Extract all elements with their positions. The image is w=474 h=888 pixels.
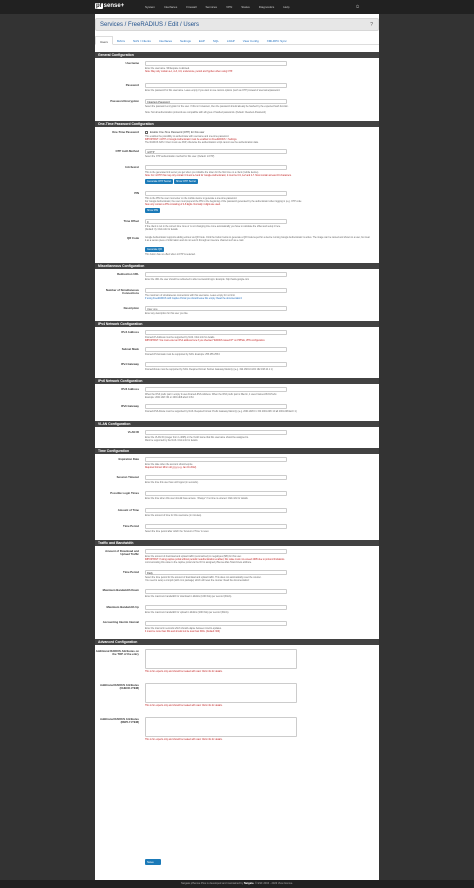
traffic-amount-note2: communicating this value to the captive portal via the ID for assigned pfSense-Max-Total-Octets attribute. [145,562,252,564]
ipv6-gateway-input[interactable] [145,404,287,409]
ipv6-gateway-hint: Framed-IPv6-Route must be supported by NAS. Required format: Prefix Gateway Metric(s) (e.g. 2001:db8:0:1::/64 2001:db8::10 all 2001:db8:lan0::1) [145,411,297,413]
ipv6-address-hint: When the IPv6 prefix part in empty it uses Framed-IPv6-Address. When the IPv6 prefix part is filled in, it uses Framed-IPv6-Prefix. [145,394,277,396]
traffic-amount-label: Amount of Download and Upload Traffic [105,549,139,557]
amount-time-label: Amount of Time [117,508,139,512]
pw-encryption-hint: Select the password encryption for the user. If this isn't cleartext, then the password should already be hashed by the expected hash function. [145,106,289,108]
sim-conn-note: If using FreeRADIUS with Captive Portal you should leave this empty. Read the documentation! [145,298,242,300]
amount-time-input[interactable] [145,508,287,513]
menu-system[interactable]: System [145,5,156,9]
tab-eap[interactable]: EAP [198,39,205,43]
ipv4-gateway-input[interactable] [145,362,287,367]
max-down-input[interactable] [145,589,287,594]
redirect-label: Redirection URL [117,272,139,276]
password-label: Password [125,83,139,87]
login-times-label: Possible Login Times [110,491,139,495]
redirect-hint: Enter the URL the user should be redirected to after successful login. Example: http://www.google.com [145,279,250,281]
section-otp-header: One-Time Password Configuration [95,121,379,127]
username-note: Note: May only contain a-z, A-Z, 0-9, underscore, period and hyphen when using OTP. [145,71,233,73]
expiration-note: Required format: Mmm dd yyyy (e.g. Jan 01 2012). [145,467,197,469]
logout-icon[interactable]: ⏻ [356,4,363,9]
init-secret-note: Note: For mOTP this may only contain 0-9 and a-f and for Google-Authenticator, it must be 0-9, A-Z and 2-7. Must contain at least 16 characters. [145,175,292,177]
ipv4-gateway-hint: Framed-Route must be supported by NAS. Required format: Subnet Gateway Metric(s) (e.g. 192.168.10.0/24 192.168.10.1 1) [145,369,273,371]
pfsense-logo[interactable]: pf sense+ [96,3,125,9]
tab-ldap[interactable]: LDAP [226,39,235,43]
traffic-period-hint: Select the time period for the amount of download and upload traffic. This does not automatically reset the counter. [145,577,262,579]
max-down-label: Maximum Bandwidth Down [102,588,139,592]
max-down-hint: Enter the maximum bandwidth for download in kilobits (1000 bits) per second (Kbit/s). [145,596,232,598]
sim-conn-input[interactable] [145,288,287,293]
traffic-amount-hint: Enter the amount of download and upload traffic (summarized) in megabytes (MB) for this user. [145,556,242,558]
section-vlan-header: VLAN Configuration [95,421,379,427]
acct-interval-label: Accounting Interim Interval [102,620,139,624]
tab-view-config[interactable]: View Config [242,39,259,43]
traffic-amount-input[interactable] [145,549,287,554]
tab-settings[interactable]: Settings [180,39,191,43]
section-misc-header: Miscellaneous Configuration [95,263,379,269]
netgate-link[interactable]: Netgate. [244,882,255,885]
otp-hint3: The RADIUS NAS / Client must use PAP, otherwise the authentication script cannot use the authentication data. [145,142,259,144]
menu-interfaces[interactable]: Interfaces [164,5,178,9]
description-label: Description [123,306,139,310]
qr-code-hint: Google Authenticator supports adding entries via QR Code. Click the button below to generate a QR Code keyed for a device running Google Authenticator is active. The image can be named and shown to a user, but treat it as a secure piece of information and do not send it through an insecure channel such as e-mail. [145,237,370,242]
traffic-period-select[interactable]: Daily [145,570,287,575]
time-offset-label: Time Offset [123,219,139,223]
username-input[interactable] [145,61,287,66]
generate-otp-secret-button[interactable]: Generate OTP Secret [147,180,172,183]
vlan-id-note: Must be supported by the NAS. Click info for details. [145,440,199,442]
tab-interfaces[interactable]: Interfaces [158,39,173,43]
pin-label: PIN [134,191,139,195]
time-offset-select[interactable]: 0 [145,219,287,224]
amount-time-hint: Enter the amount of time for this username (in minutes). [145,515,202,517]
acct-interval-hint: Enter the interval in seconds which should elapse between interim-updates. [145,628,222,630]
pw-encryption-note: Note: Not all authentication protocols are compatible with all types of hashed passwords. (Default: Cleartext-Password) [145,112,266,114]
section-ipv6-header: IPv6 Network Configuration [95,378,379,384]
max-up-label: Maximum Bandwidth Up [106,605,139,609]
otp-enable-checkbox[interactable] [145,131,148,134]
max-up-hint: Enter the maximum bandwidth for upload in kilobits (1000 bits) per second (Kbit/s). [145,612,230,614]
menu-services[interactable]: Services [205,5,218,9]
time-offset-hint: If the client is not in the correct time zone or is not changing time zone automatically you have to calculate the offset and setup it here. [145,226,281,228]
adv-top-hint: This is for experts only and should be treated with care! Click info for details. [145,671,223,673]
ipv4-address-label: IPv4 Address [121,330,139,334]
ipv6-address-label: IPv6 Address [121,387,139,391]
license-link[interactable]: © ESF 2004 - 2023 View license. [254,882,294,885]
acct-interval-input[interactable] [145,621,287,626]
tab-sql[interactable]: SQL [212,39,219,43]
password-input[interactable] [145,83,287,88]
ipv4-address-hint: Framed-IP-Address must be supported by NAS. Click info for details. [145,337,215,339]
adv-check-label: Additional RADIUS Attributes (CHECK-ITEM) [99,683,139,691]
otp-label: One-Time Password [112,130,139,134]
menu-vpn[interactable]: VPN [226,5,233,9]
generate-qr-button[interactable]: Generate QR [147,248,162,251]
ipv4-address-input[interactable] [145,330,287,335]
description-input[interactable]: User one [145,306,287,311]
traffic-amount-note: IMPORTANT: If using captive portal without periodic reauthentication enabled, this value must not exceed 4095 due to protocol limitations. [145,559,285,561]
ipv4-gateway-label: IPv4 Gateway [120,362,139,366]
tab-macs[interactable]: MACs [116,39,126,43]
main-menu [145,5,289,9]
qr-code-label: QR Code [127,236,139,240]
otp-hint: This enables the possibility to authenticate with username and one-time-password. [145,136,230,138]
vlan-id-label: VLAN ID [127,430,139,434]
password-hint: Enter the password for this username. Leave empty if you want to use custom options (such as OTP) instead of username/password. [145,90,281,92]
section-traffic-header: Traffic and Bandwidth [95,540,379,546]
username-hint: Enter the username. Whitespace is allowed. [145,68,190,70]
top-navbar [0,0,474,14]
pw-encryption-select[interactable]: Cleartext-Password [145,99,287,104]
help-icon[interactable]: ? [370,22,373,28]
menu-firewall[interactable]: Firewall [186,5,197,9]
username-label: Username [125,61,139,65]
otp-method-select[interactable]: mOTP [145,149,287,154]
expiration-input[interactable] [145,457,287,462]
pin-input[interactable] [145,191,287,196]
vlan-id-input[interactable] [145,430,287,435]
adv-reply-hint: This is for experts only and should be treated with care! Click info for details. [145,739,223,741]
page-content [95,14,379,880]
otp-enable-text: Enable One-Time Password (OTP) for this user [150,131,205,134]
time-offset-note: (Default: 0). Click info for details. [145,229,179,231]
session-timeout-hint: Enter the time this user has until logout (in seconds). [145,482,199,484]
adv-check-hint: This is for experts only and should be treated with care! Click info for details. [145,705,223,707]
ipv4-address-note: IMPORTANT: You must enter an IPv4 address here if you checked "RADIUS issued IP" on PPPoE, VPN configuration. [145,340,266,342]
breadcrumb [95,18,379,31]
adv-check-textarea[interactable] [145,683,297,703]
qr-code-note: This button has no effect when mOTP is selected. [145,254,196,256]
otp-important: IMPORTANT: mOTP or Google Authenticator must be enabled on FreeRADIUS > Settings. [145,139,238,141]
expiration-label: Expiration Date [118,457,139,461]
time-period-select[interactable] [145,524,287,529]
save-button[interactable]: Save [145,859,161,865]
init-secret-hint: This is the generated init secret you get when you initialize the token for the first time on a client (mobile device). [145,172,259,174]
show-pin-button[interactable]: Show PIN [147,209,159,212]
adv-top-textarea[interactable] [145,649,297,669]
acct-interval-note: It must be more than 60s and should not be less than 600s. (Default: 600) [145,631,220,633]
pw-encryption-label: Password Encryption [110,99,139,103]
init-secret-input[interactable] [145,165,287,170]
pin-hint: This is the PIN the user must enter on the mobile device to generate a one-time-password. [145,198,238,200]
otp-method-hint: Select the OTP authentication method for this user. (Default: mOTP) [145,156,215,158]
tab-users[interactable]: Users [95,36,113,45]
vlan-id-hint: Enter the VLAN ID (integer from 1-4095) or the VLAN name that this username should be assigned to. [145,437,249,439]
traffic-period-note: You need to setup a cronjob (with cron package) which will reset the counter. Read the documentation! [145,580,250,582]
footer: Netgate pfSense Plus is developed and maintained by Netgate. © ESF 2004 - 2023 View license. [0,880,474,888]
sim-conn-hint: The maximum of simultaneous connections with this username. Leave empty for no limit. [145,295,236,297]
expiration-hint: Enter the date when the account should expire. [145,464,194,466]
subnet-label: Subnet Mask [121,347,139,351]
show-otp-secret-button[interactable]: Show OTP Secret [176,180,196,183]
ipv6-address-input[interactable] [145,387,287,392]
menu-status[interactable]: Status [241,5,250,9]
page-title: Services / FreeRADIUS / Edit / Users [100,22,200,28]
menu-help[interactable]: Help [283,5,290,9]
adv-reply-label: Additional RADIUS Attributes (REPLY-ITEM) [99,717,139,725]
tab-xmlrpc-sync[interactable]: XMLRPC Sync [266,39,287,43]
section-ipv4-header: IPv4 Network Configuration [95,321,379,327]
init-secret-label: Init-Secret [125,165,139,169]
tab-bar [95,36,379,45]
section-time-header: Time Configuration [95,448,379,454]
session-timeout-label: Session Timeout [116,475,139,479]
section-advanced-header: Advanced Configuration [95,639,379,645]
ipv6-gateway-label: IPv6 Gateway [120,404,139,408]
subnet-input[interactable] [145,347,287,352]
login-times-hint: Enter the time when this user should have access. "Always" if no time is entered. Click info for details. [145,498,249,500]
pin-hint2: For Google Authenticator, the user must prepend the PIN to the beginning of the password generated by the authenticator when logging in (e.g. OTP code [145,201,302,203]
tab-nas-clients[interactable]: NAS / Clients [133,39,151,43]
traffic-period-label: Time Period [123,570,139,574]
section-general-header: General Configuration [95,52,379,58]
time-period-label: Time Period [123,524,139,528]
ipv6-address-note: Example: 2001:db8::/64 or 2001:db8:abcd::1/64 [145,397,194,399]
otp-method-label: OTP Auth Method [115,149,139,153]
pin-note: New only contain a PIN consisting of 4-8 digits. Normally 4 digits are used. [145,204,221,206]
adv-reply-textarea[interactable] [145,717,297,737]
sim-conn-label: Number of Simultaneous Connections [105,288,139,296]
subnet-hint: Framed-IP-Netmask must be supported by NAS. Example: 255.255.255.0 [145,354,220,356]
adv-top-label: Additional RADIUS Attributes on the TOP of the entry [95,649,139,657]
login-times-input[interactable] [145,491,287,496]
description-hint: Enter any description for this user you like. [145,313,189,315]
menu-diagnostics[interactable]: Diagnostics [258,5,275,9]
redirect-input[interactable] [145,272,287,277]
session-timeout-input[interactable] [145,475,287,480]
time-period-hint: Select the time period after which the 'Amount of Time' is reset. [145,531,210,533]
max-up-input[interactable] [145,605,287,610]
